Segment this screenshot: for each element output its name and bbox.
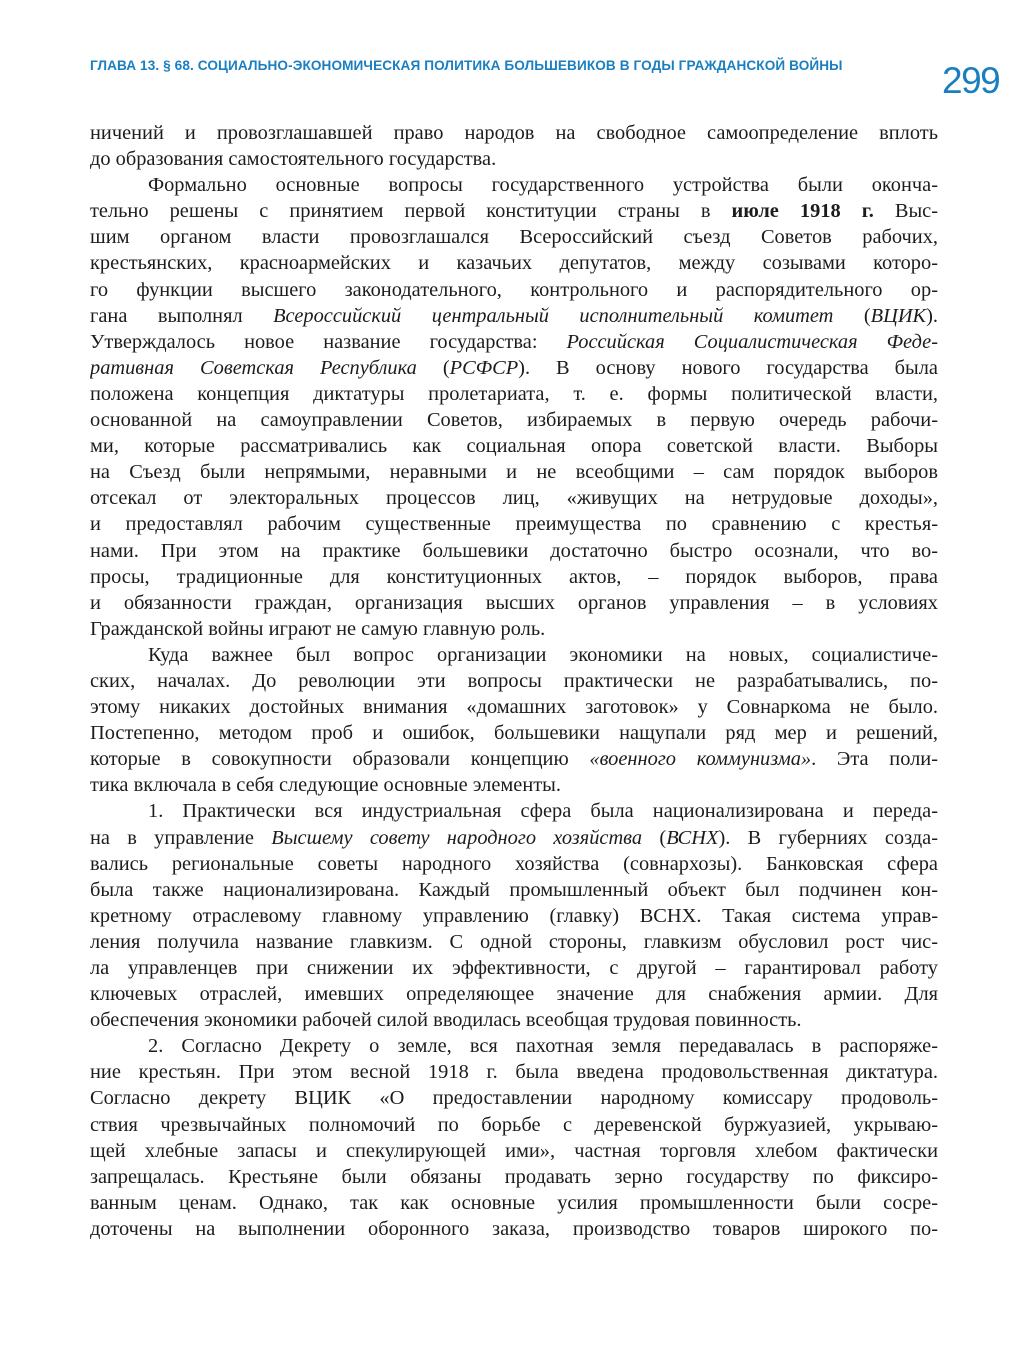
text-line bbox=[90, 798, 938, 824]
text-segment: Постепенно, методом проб и ошибок, большевики нащупали ряд мер и решений, bbox=[90, 722, 938, 745]
text-segment: положена концепция диктатуры пролетариата, т. е. формы политической власти, bbox=[90, 382, 938, 405]
italic-term: Всероссийский центральный исполнительный комитет bbox=[273, 304, 834, 327]
text-line bbox=[90, 1059, 938, 1085]
text-segment: нами. При этом на практике большевики достаточно быстро осознали, что во- bbox=[90, 539, 938, 562]
text-segment: щей хлебные запасы и спекулирующей ими», частная торговля хлебом фактически bbox=[90, 1139, 938, 1162]
text-line bbox=[90, 1112, 938, 1138]
text-line bbox=[90, 877, 938, 903]
text-segment: на в управление bbox=[90, 826, 272, 849]
italic-term: ративная Советская Республика bbox=[90, 356, 417, 379]
text-segment: ствия чрезвычайных полномочий по борьбе с деревенской буржуазией, укрываю- bbox=[90, 1113, 938, 1136]
text-line bbox=[90, 694, 938, 720]
text-segment: 1. Практически вся индустриальная сфера была национализирована и переда- bbox=[148, 800, 938, 823]
text-line bbox=[90, 1007, 938, 1033]
bold-term: июле 1918 г. bbox=[731, 200, 874, 223]
text-line bbox=[90, 277, 938, 303]
text-line bbox=[90, 1085, 938, 1111]
text-segment: обеспечения экономики рабочей силой вводилась всеобщая трудовая повинность. bbox=[90, 1009, 802, 1032]
text-segment: кретному отраслевому главному управлению (главку) ВСНХ. Такая система управ- bbox=[90, 904, 938, 927]
text-line bbox=[90, 329, 938, 355]
text-segment: была также национализирована. Каждый промышленный объект был подчинен кон- bbox=[90, 878, 938, 901]
text-line bbox=[90, 616, 938, 642]
text-line bbox=[90, 303, 938, 329]
italic-term: Высшему совету народного хозяйства bbox=[271, 826, 643, 849]
italic-term: РСФСР bbox=[449, 356, 519, 379]
text-line bbox=[90, 825, 938, 851]
text-line bbox=[90, 564, 938, 590]
text-segment: ления получила название главкизм. С одной стороны, главкизм обусловил рост чис- bbox=[90, 930, 938, 953]
text-segment: Согласно декрету ВЦИК «О предоставлении народному комиссару продоволь- bbox=[90, 1087, 938, 1110]
text-line bbox=[90, 1138, 938, 1164]
text-segment: ( bbox=[833, 304, 871, 327]
text-line bbox=[90, 981, 938, 1007]
text-line bbox=[90, 903, 938, 929]
text-line bbox=[90, 668, 938, 694]
text-segment: на Съезд были непрямыми, неравными и не всеобщими – сам порядок выборов bbox=[90, 461, 938, 484]
text-segment: просы, традиционные для конституционных актов, – порядок выборов, права bbox=[90, 565, 938, 588]
text-segment: этому никаких достойных внимания «домашних заготовок» у Совнаркома не было. bbox=[90, 696, 938, 719]
italic-term: ВЦИК bbox=[870, 304, 927, 327]
text-line bbox=[90, 1164, 938, 1190]
text-line bbox=[90, 590, 938, 616]
text-segment: ми, которые рассматривались как социальная опора советской власти. Выборы bbox=[90, 435, 938, 458]
text-line bbox=[90, 1216, 938, 1242]
text-line bbox=[90, 120, 938, 146]
text-line bbox=[90, 1190, 938, 1216]
text-line bbox=[90, 198, 938, 224]
text-segment: тельно решены с принятием первой конституции страны в bbox=[90, 200, 732, 223]
text-line bbox=[90, 642, 938, 668]
text-line bbox=[90, 720, 938, 746]
text-line bbox=[90, 746, 938, 772]
running-head: ГЛАВА 13. § 68. СОЦИАЛЬНО-ЭКОНОМИЧЕСКАЯ ПОЛИТИКА БОЛЬШЕВИКОВ В ГОДЫ ГРАЖДАНСКОЙ ВОЙНЫ bbox=[90, 58, 843, 73]
italic-term: Российская Социалистическая Феде- bbox=[566, 330, 938, 353]
text-segment: крестьянских, красноармейских и казачьих депутатов, между созывами которо- bbox=[90, 252, 938, 275]
text-segment: Гражданской войны играют не самую главную роль. bbox=[90, 617, 546, 640]
text-segment: Куда важнее был вопрос организации экономики на новых, социалистиче- bbox=[148, 643, 938, 666]
text-segment: ( bbox=[416, 356, 450, 379]
text-segment: ние крестьян. При этом весной 1918 г. была введена продовольственная диктатура. bbox=[90, 1061, 938, 1084]
text-segment: ). bbox=[926, 304, 938, 327]
text-line bbox=[90, 772, 938, 798]
text-segment: ничений и провозглашавшей право народов на свободное самоопределение вплоть bbox=[90, 122, 938, 144]
text-segment: ских, началах. До революции эти вопросы практически не разрабатывались, по- bbox=[90, 669, 938, 692]
text-segment: ). В губерниях созда- bbox=[718, 826, 938, 849]
text-segment: доточены на выполнении оборонного заказа, производство товаров широкого по- bbox=[90, 1217, 938, 1240]
text-segment: ванным ценам. Однако, так как основные усилия промышленности были сосре- bbox=[90, 1191, 938, 1214]
text-segment: вались региональные советы народного хозяйства (совнархозы). Банковская сфера bbox=[90, 852, 938, 875]
text-line bbox=[90, 172, 938, 198]
text-line bbox=[90, 381, 938, 407]
text-line bbox=[90, 459, 938, 485]
text-line bbox=[90, 355, 938, 381]
italic-term: «военного коммунизма» bbox=[589, 748, 812, 771]
text-segment: ла управленцев при снижении их эффективности, с другой – гарантировал работу bbox=[90, 957, 938, 979]
text-segment: и предоставлял рабочим существенные преимущества по сравнению с крестья- bbox=[90, 513, 938, 536]
text-segment: Утверждалось новое название государства: bbox=[90, 330, 567, 353]
text-line bbox=[90, 955, 938, 981]
text-line bbox=[90, 433, 938, 459]
text-segment: го функции высшего законодательного, контрольного и распорядительного ор- bbox=[90, 278, 938, 301]
text-line bbox=[90, 250, 938, 276]
text-line bbox=[90, 929, 938, 955]
text-segment: и обязанности граждан, организация высших органов управления – в условиях bbox=[90, 591, 938, 614]
text-segment: 2. Согласно Декрету о земле, вся пахотная земля передавалась в распоряже- bbox=[148, 1035, 938, 1058]
text-line bbox=[90, 1033, 938, 1059]
text-segment: Выс- bbox=[873, 200, 938, 223]
text-line bbox=[90, 224, 938, 250]
page-number: 299 bbox=[942, 60, 1000, 101]
text-segment: ( bbox=[642, 826, 667, 849]
text-line bbox=[90, 407, 938, 433]
text-line bbox=[90, 538, 938, 564]
text-segment: Формально основные вопросы государственного устройства были оконча- bbox=[148, 174, 938, 197]
text-segment: ключевых отраслей, имевших определяющее значение для снабжения армии. Для bbox=[90, 983, 938, 1006]
text-line bbox=[90, 851, 938, 877]
text-segment: гана выполнял bbox=[90, 304, 274, 327]
text-line bbox=[90, 146, 938, 172]
text-segment: которые в совокупности образовали концепцию bbox=[90, 748, 590, 771]
text-segment: до образования самостоятельного государства. bbox=[90, 148, 497, 171]
text-segment: тика включала в себя следующие основные элементы. bbox=[90, 774, 561, 797]
text-line bbox=[90, 485, 938, 511]
text-segment: основанной на самоуправлении Советов, избираемых в первую очередь рабочи- bbox=[90, 409, 938, 432]
text-segment: запрещалась. Крестьяне были обязаны продавать зерно государству по фиксиро- bbox=[90, 1165, 938, 1188]
text-line bbox=[90, 511, 938, 537]
italic-term: ВСНХ bbox=[666, 826, 719, 849]
text-segment: ). В основу нового государства была bbox=[518, 356, 938, 379]
text-segment: шим органом власти провозглашался Всероссийский съезд Советов рабочих, bbox=[90, 226, 938, 249]
text-segment: отсекал от электоральных процессов лиц, «живущих на нетрудовые доходы», bbox=[90, 487, 938, 510]
text-segment: . Эта поли- bbox=[811, 748, 938, 771]
body-text bbox=[90, 120, 938, 1242]
